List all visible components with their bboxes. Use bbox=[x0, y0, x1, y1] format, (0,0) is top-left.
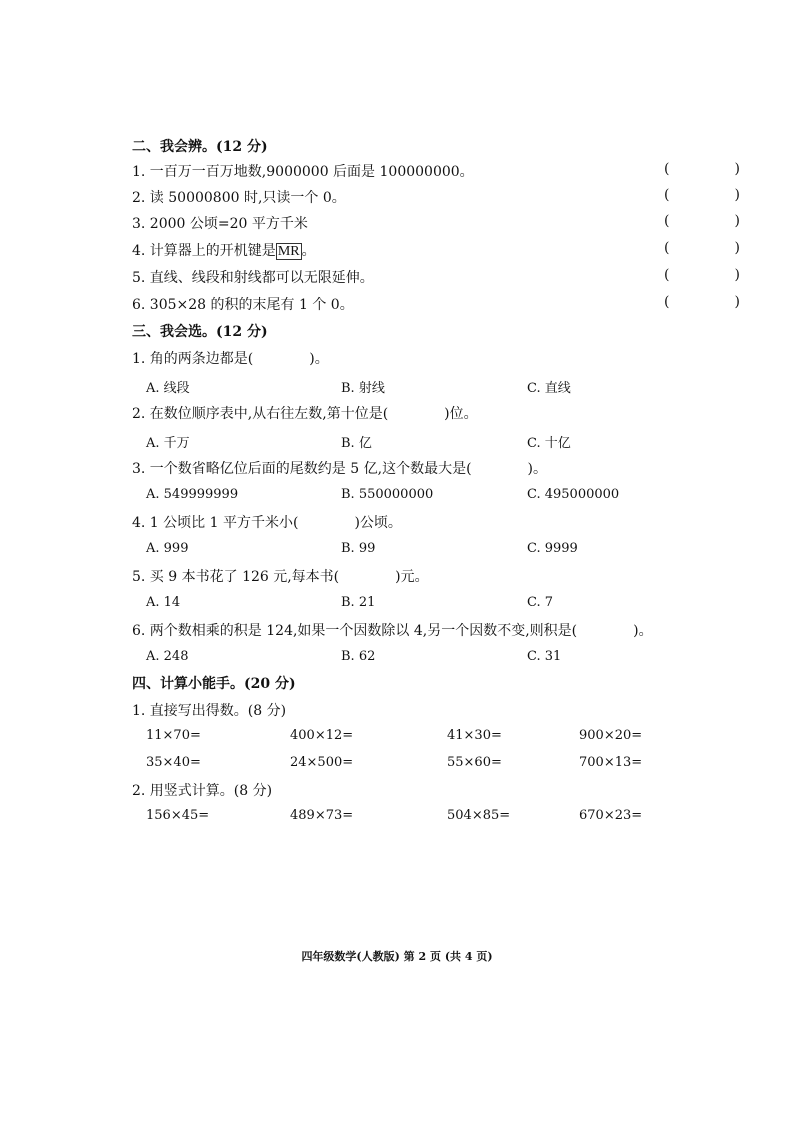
option-c[interactable]: C. 9999 bbox=[527, 541, 578, 556]
judge-item-2: 2. 读 50000800 时,只读一个 0。 ( ) bbox=[132, 187, 740, 206]
option-c[interactable]: C. 十亿 bbox=[527, 436, 571, 451]
question-text: 5. 买 9 本书花了 126 元,每本书( )元。 bbox=[132, 569, 429, 585]
judge-item-text: 3. 2000 公顷=20 平方千米 bbox=[132, 216, 308, 232]
choice-question-3 bbox=[0, 456, 794, 478]
section-2-title: 二、我会辨。(12 分) bbox=[132, 139, 268, 155]
calc-problem: 156×45= bbox=[146, 808, 210, 823]
calc-part-1-header bbox=[0, 698, 794, 720]
calc-problem: 55×60= bbox=[447, 755, 502, 770]
option-a[interactable]: A. 线段 bbox=[146, 381, 190, 396]
judge-item-text: 4. 计算器上的开机键是 MR 。 bbox=[132, 243, 316, 259]
option-b[interactable]: B. 99 bbox=[341, 541, 376, 556]
question-text: 2. 在数位顺序表中,从右往左数,第十位是( )位。 bbox=[132, 406, 478, 422]
calc-part-2-header bbox=[0, 778, 794, 800]
option-b[interactable]: B. 62 bbox=[341, 649, 376, 664]
choice-options-2 bbox=[0, 429, 794, 451]
calc-row-3 bbox=[0, 805, 794, 827]
mr-key-box: MR bbox=[277, 244, 300, 259]
judge-item-text: 1. 一百万一百万地数,9000000 后面是 100000000。 bbox=[132, 164, 474, 180]
option-b[interactable]: B. 射线 bbox=[341, 381, 385, 396]
option-a[interactable]: A. 248 bbox=[146, 649, 189, 664]
option-a[interactable]: A. 千万 bbox=[146, 436, 190, 451]
judge-item-1: 1. 一百万一百万地数,9000000 后面是 100000000。 ( ) bbox=[132, 161, 740, 180]
calc-problem: 35×40= bbox=[146, 755, 201, 770]
calc-problem: 900×20= bbox=[579, 728, 643, 743]
option-c[interactable]: C. 7 bbox=[527, 595, 554, 610]
option-b[interactable]: B. 21 bbox=[341, 595, 376, 610]
choice-options-1 bbox=[0, 374, 794, 396]
choice-question-2 bbox=[0, 401, 794, 423]
page-footer: 四年级数学(人教版) 第 2 页 (共 4 页) bbox=[301, 950, 493, 963]
calc-problem: 489×73= bbox=[290, 808, 354, 823]
judge-item-text: 5. 直线、线段和射线都可以无限延伸。 bbox=[132, 270, 374, 286]
choice-options-4 bbox=[0, 538, 794, 560]
judge-item-text: 2. 读 50000800 时,只读一个 0。 bbox=[132, 190, 346, 206]
question-text: 6. 两个数相乘的积是 124,如果一个因数除以 4,另一个因数不变,则积是( )。 bbox=[132, 623, 653, 639]
section-4-header bbox=[0, 671, 794, 693]
calc-problem: 41×30= bbox=[447, 728, 502, 743]
calc-problem: 400×12= bbox=[290, 728, 354, 743]
option-a[interactable]: A. 14 bbox=[146, 595, 181, 610]
judge-item-3: 3. 2000 公顷=20 平方千米 ( ) bbox=[132, 213, 740, 232]
option-c[interactable]: C. 495000000 bbox=[527, 487, 620, 502]
choice-question-6 bbox=[0, 618, 794, 640]
question-text: 3. 一个数省略亿位后面的尾数约是 5 亿,这个数最大是( )。 bbox=[132, 461, 547, 477]
calc-row-1 bbox=[0, 725, 794, 747]
choice-question-5 bbox=[0, 564, 794, 586]
option-b[interactable]: B. 亿 bbox=[341, 436, 372, 451]
option-c[interactable]: C. 直线 bbox=[527, 381, 571, 396]
option-a[interactable]: A. 999 bbox=[146, 541, 189, 556]
judge-item-4: 4. 计算器上的开机键是 MR 。 ( ) bbox=[132, 240, 740, 259]
choice-options-5 bbox=[0, 592, 794, 614]
section-2-header bbox=[0, 134, 794, 156]
calc-problem: 11×70= bbox=[146, 728, 201, 743]
choice-options-3 bbox=[0, 484, 794, 506]
calc-problem: 700×13= bbox=[579, 755, 643, 770]
judge-item-text: 6. 305×28 的积的末尾有 1 个 0。 bbox=[132, 297, 354, 313]
option-b[interactable]: B. 550000000 bbox=[341, 487, 434, 502]
calc-problem: 504×85= bbox=[447, 808, 511, 823]
calc-problem: 24×500= bbox=[290, 755, 354, 770]
option-c[interactable]: C. 31 bbox=[527, 649, 562, 664]
question-text: 4. 1 公顷比 1 平方千米小( )公顷。 bbox=[132, 515, 402, 531]
choice-question-4 bbox=[0, 510, 794, 532]
section-3-header bbox=[0, 319, 794, 341]
section-3-title: 三、我会选。(12 分) bbox=[132, 324, 268, 340]
section-4-title: 四、计算小能手。(20 分) bbox=[132, 676, 296, 692]
calc-problem: 670×23= bbox=[579, 808, 643, 823]
calc-row-2 bbox=[0, 752, 794, 774]
judge-item-5: 5. 直线、线段和射线都可以无限延伸。 ( ) bbox=[132, 267, 740, 286]
option-a[interactable]: A. 549999999 bbox=[146, 487, 239, 502]
calc-part-1-title: 1. 直接写出得数。(8 分) bbox=[132, 703, 287, 719]
question-text: 1. 角的两条边都是( )。 bbox=[132, 351, 329, 367]
calc-part-2-title: 2. 用竖式计算。(8 分) bbox=[132, 783, 273, 799]
choice-options-6 bbox=[0, 646, 794, 668]
choice-question-1 bbox=[0, 346, 794, 368]
judge-item-6: 6. 305×28 的积的末尾有 1 个 0。 ( ) bbox=[132, 294, 740, 313]
